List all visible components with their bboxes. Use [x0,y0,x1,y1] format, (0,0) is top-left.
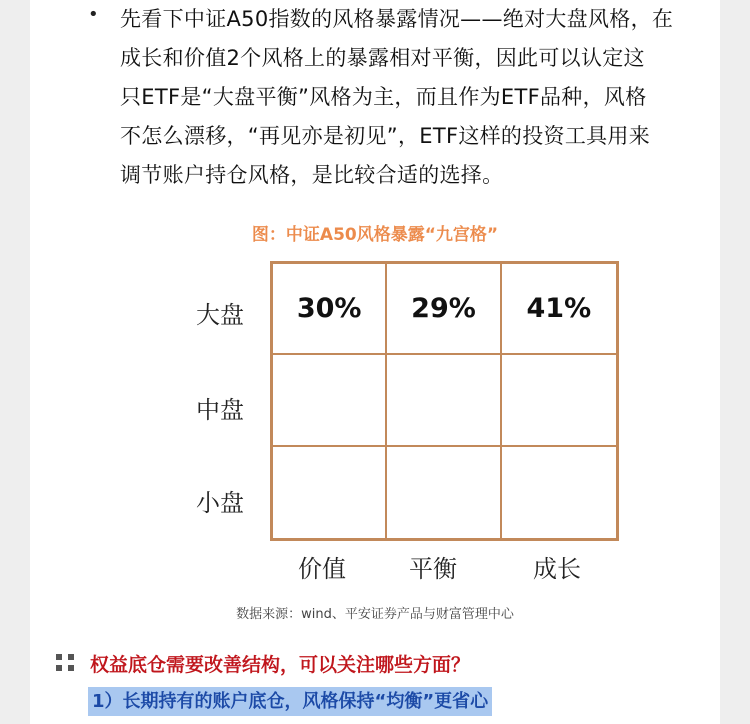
row-label-large-cap: 大盘 [196,301,244,329]
paragraph-line: 不怎么漂移，“再见亦是初见”，ETF这样的投资工具用来 [120,124,651,148]
body-paragraph [120,0,710,195]
col-label-growth: 成长 [533,555,581,583]
grid-cell [387,355,501,446]
grid-cell [387,447,501,538]
section-heading: 权益底仓需要改善结构，可以关注哪些方面？ [90,654,471,676]
highlighted-subheading: 1）长期持有的账户底仓，风格保持“均衡”更省心 [88,687,492,716]
chart-title: 图：中证A50风格暴露“九宫格” [251,225,499,245]
grid-dots-icon [56,654,78,674]
paragraph-line: 成长和价值2个风格上的暴露相对平衡，因此可以认定这 [120,46,645,70]
row-label-small-cap: 小盘 [196,489,244,517]
grid-cell: 30% [273,264,387,355]
grid-cell [502,447,616,538]
paragraph-line: 先看下中证A50指数的风格暴露情况——绝对大盘风格，在 [120,7,674,31]
grid-cell [502,355,616,446]
col-label-value: 价值 [298,555,346,583]
row-label-mid-cap: 中盘 [196,396,244,424]
grid-cell [273,355,387,446]
grid-cell [273,447,387,538]
style-box-grid [270,261,619,541]
grid-cell: 29% [387,264,501,355]
paragraph-line: 只ETF是“大盘平衡”风格为主，而且作为ETF品种，风格 [120,85,647,109]
document-page [30,0,720,724]
col-label-balanced: 平衡 [409,555,457,583]
paragraph-line: 调节账户持仓风格，是比较合适的选择。 [120,163,504,187]
bullet-dot: • [88,4,99,25]
data-source-note: 数据来源：wind、平安证券产品与财富管理中心 [236,607,514,622]
grid-cell: 41% [502,264,616,355]
